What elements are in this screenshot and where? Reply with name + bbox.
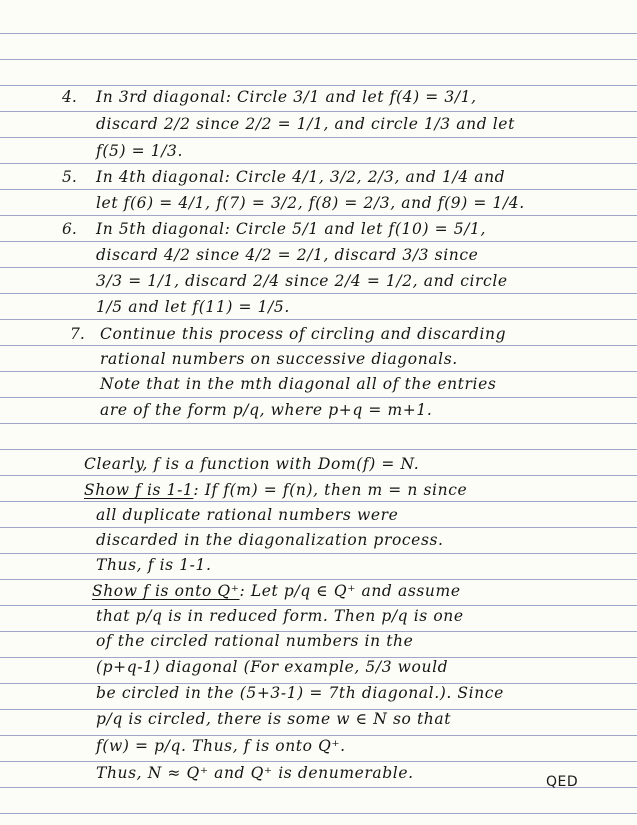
onto-line-8: Thus, N ≈ Q⁺ and Q⁺ is denumerable.	[96, 764, 414, 782]
onto-row	[92, 582, 461, 600]
one-to-one-line-3: discarded in the diagonalization process.	[96, 531, 444, 549]
onto-line-3: of the circled rational numbers in the	[96, 632, 414, 650]
step-6-number: 6.	[62, 220, 77, 238]
step-4-line-2: discard 2/2 since 2/2 = 1/1, and circle 1/3 and let	[96, 115, 515, 133]
step-7-number: 7.	[70, 325, 85, 343]
onto-line-7: f(w) = p/q. Thus, f is onto Q⁺.	[96, 737, 346, 755]
onto-line-4: (p+q-1) diagonal (For example, 5/3 would	[96, 658, 449, 676]
qed-mark: QED	[546, 774, 579, 790]
step-7-line-4: are of the form p/q, where p+q = m+1.	[100, 401, 433, 419]
step-6-line-3: 3/3 = 1/1, discard 2/4 since 2/4 = 1/2, and circle	[96, 272, 508, 290]
step-5-line-1: In 4th diagonal: Circle 4/1, 3/2, 2/3, and 1/4 and	[96, 168, 506, 186]
one-to-one-row	[84, 481, 467, 499]
step-5-line-2: let f(6) = 4/1, f(7) = 3/2, f(8) = 2/3, and f(9) = 1/4.	[96, 194, 525, 212]
one-to-one-line-1: : If f(m) = f(n), then m = n since	[193, 481, 468, 499]
step-6-line-1: In 5th diagonal: Circle 5/1 and let f(10) = 5/1,	[96, 220, 486, 238]
one-to-one-line-4: Thus, f is 1-1.	[96, 556, 212, 574]
step-7-line-1: Continue this process of circling and discarding	[100, 325, 507, 343]
onto-line-5: be circled in the (5+3-1) = 7th diagonal.). Since	[96, 684, 504, 702]
one-to-one-heading: Show f is 1-1	[84, 481, 194, 499]
step-6-line-2: discard 4/2 since 4/2 = 2/1, discard 3/3 since	[96, 246, 479, 264]
one-to-one-line-2: all duplicate rational numbers were	[96, 506, 399, 524]
step-6-line-4: 1/5 and let f(11) = 1/5.	[96, 298, 290, 316]
step-4-line-1: In 3rd diagonal: Circle 3/1 and let f(4) = 3/1,	[96, 88, 477, 106]
step-5-number: 5.	[62, 168, 77, 186]
step-7-line-2: rational numbers on successive diagonals.	[100, 350, 458, 368]
onto-line-1: : Let p/q ∈ Q⁺ and assume	[239, 582, 461, 600]
onto-line-2: that p/q is in reduced form. Then p/q is one	[96, 607, 464, 625]
step-7-line-3: Note that in the mth diagonal all of the entries	[100, 375, 497, 393]
onto-line-6: p/q is circled, there is some w ∈ N so that	[96, 710, 452, 728]
conclusion-intro: Clearly, f is a function with Dom(f) = N.	[84, 455, 420, 473]
onto-heading: Show f is onto Q⁺	[92, 582, 240, 600]
step-4-line-3: f(5) = 1/3.	[96, 142, 184, 160]
step-4-number: 4.	[62, 88, 77, 106]
